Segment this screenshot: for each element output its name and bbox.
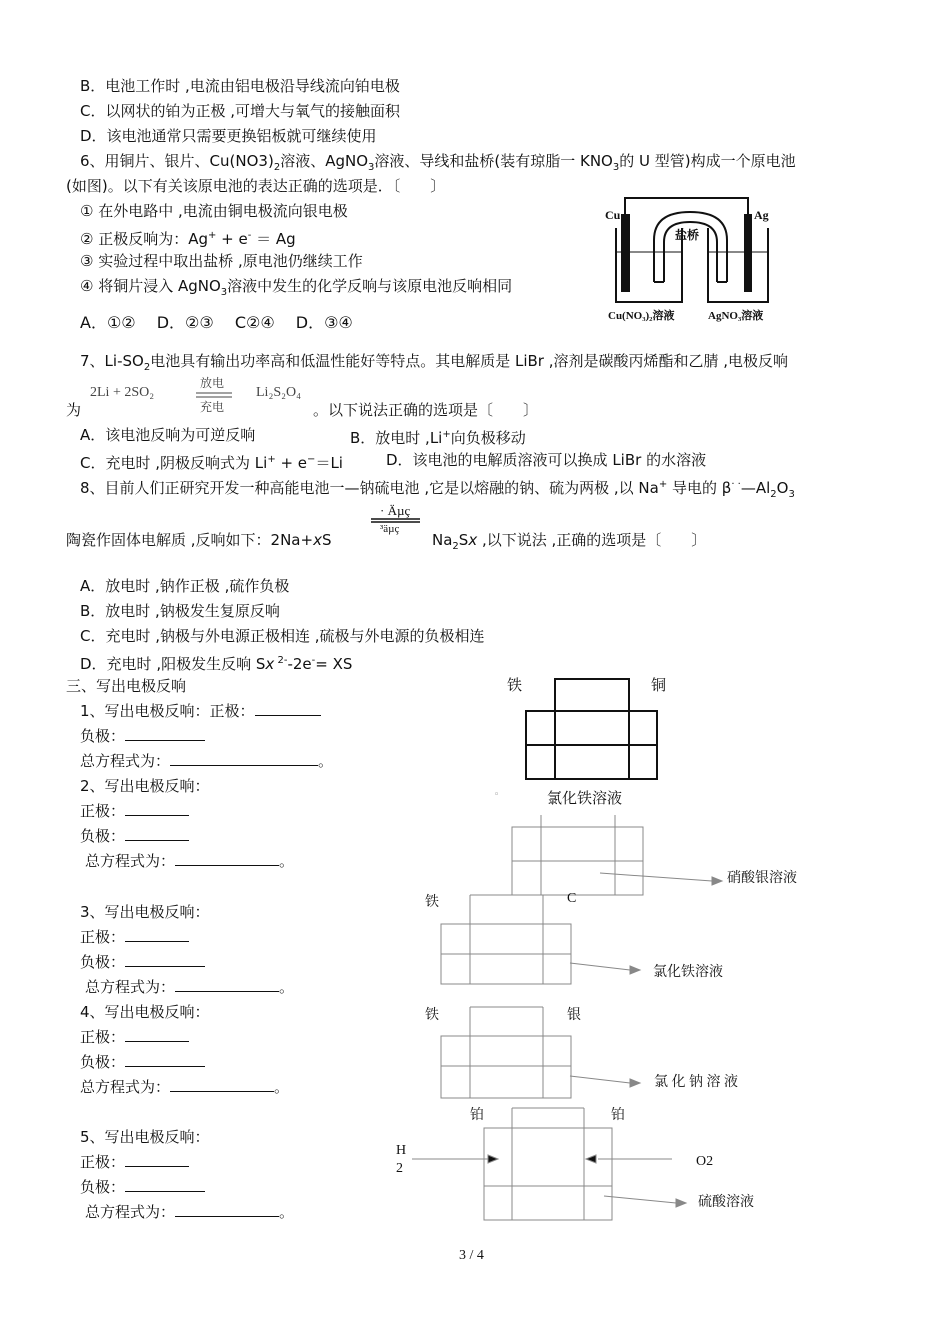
q5-option-b: B．电池工作时 ,电流由铝电极沿导线流向铂电极	[80, 77, 400, 95]
p4-negative: 负极：	[80, 1052, 205, 1072]
p5-total: 总方程式为： 。	[85, 1203, 295, 1221]
q6-bridge-label: 盐桥	[675, 228, 700, 242]
p5-positive: 正极：	[80, 1152, 189, 1172]
p2-total-blank[interactable]	[175, 851, 279, 866]
q6-statement-3: ③ 实验过程中取出盐桥 ,原电池仍继续工作	[80, 252, 363, 270]
p4-positive: 正极：	[80, 1027, 189, 1047]
q8-option-a: A．放电时 ,钠作正极 ,硫作负极	[80, 577, 290, 595]
q6-cu-label: Cu	[605, 208, 621, 222]
fig4-solution-label: 氯 化 钠 溶 液	[654, 1075, 738, 1090]
q6-left-solution-label: Cu(NO₃)₂溶液	[608, 310, 675, 322]
q7-option-d: D．该电池的电解质溶液可以换成 LiBr 的水溶液	[386, 451, 707, 469]
p3-positive-blank[interactable]	[125, 927, 189, 942]
p1-total-blank[interactable]	[170, 751, 318, 766]
fig4-left-label: 铁	[425, 1008, 439, 1023]
p3-title: 3、写出电极反响：	[80, 903, 210, 921]
q7-line2-prefix: 为	[66, 401, 82, 419]
page-number: 3 / 4	[459, 1248, 484, 1263]
p1-title: 1、写出电极反响：正极：	[80, 701, 321, 721]
p4-positive-blank[interactable]	[125, 1027, 189, 1042]
fig5-o2-label: O2	[696, 1154, 714, 1169]
fig5-right-label: 铂	[611, 1108, 625, 1123]
p3-total: 总方程式为： 。	[85, 978, 295, 996]
p4-total: 总方程式为： 。	[80, 1078, 290, 1096]
p2-negative: 负极：	[80, 826, 189, 846]
fig1-left-label: 铁	[507, 676, 523, 694]
p4-total-blank[interactable]	[170, 1077, 274, 1092]
p1-total: 总方程式为： 。	[80, 752, 334, 770]
q8-line2: 陶瓷作固体电解质 ,反响如下：2Na+xS	[66, 531, 332, 549]
fig3-solution-label: 氯化铁溶液	[653, 965, 723, 980]
fig5-cell	[412, 1108, 686, 1220]
q6-stem-line2: (如图)。以下有关该原电池的表达正确的选项是．〔 〕	[66, 177, 446, 195]
p3-total-blank[interactable]	[175, 977, 279, 992]
q8-line2-product: $Na_2Sx$ ,以下说法 ,正确的选项是〔 〕	[432, 531, 707, 552]
q7-eq-top: 放电	[200, 376, 225, 390]
p4-title: 4、写出电极反响：	[80, 1003, 210, 1021]
fig5-solution-label: 硫酸溶液	[698, 1195, 754, 1210]
fig5-left-label: 铂	[470, 1108, 484, 1123]
q7-option-a: A．该电池反响为可逆反响	[80, 426, 256, 444]
fig1-right-label: 铜	[651, 676, 667, 694]
q6-statement-1: ① 在外电路中 ,电流由铜电极流向银电极	[80, 202, 348, 220]
p3-positive: 正极：	[80, 927, 189, 947]
fig3-left-label: 铁	[425, 895, 439, 910]
q7-option-b: B．放电时 ,Li+向负极移动	[350, 429, 526, 447]
p5-title: 5、写出电极反响：	[80, 1128, 210, 1146]
p5-total-blank[interactable]	[175, 1202, 279, 1217]
q8-stem: 8、目前人们正研究开发一种高能电池一—钠硫电池 ,它是以熔融的钠、硫为两极 ,以 Na+ 导电的 $\beta^{\cdot \cdot}—Al_2O_3$	[80, 479, 795, 500]
p2-total: 总方程式为： 。	[85, 852, 295, 870]
p2-negative-blank[interactable]	[125, 826, 189, 841]
p1-positive-blank[interactable]	[255, 701, 321, 716]
q5-option-d: D．该电池通常只需要更换铝板就可继续使用	[80, 127, 377, 145]
p3-negative: 负极：	[80, 952, 205, 972]
p4-negative-blank[interactable]	[125, 1052, 205, 1067]
p3-negative-blank[interactable]	[125, 952, 205, 967]
fig4-cell	[441, 1007, 640, 1098]
q5-option-c: C．以网状的铂为正极 ,可增大与氧气的接触面积	[80, 102, 401, 120]
q6-stem: 6、用铜片、银片、$Cu(NO3)_2$溶液、AgNO$_3$溶液、导线和盐桥(装有琼脂一 $KNO_3$的 U 型管)构成一个原电池	[80, 152, 796, 173]
q7-eq-left: 2Li + 2SO₂	[90, 385, 155, 400]
q7-line2-suffix: 。以下说法正确的选项是〔 〕	[313, 401, 539, 419]
q6-options: A．①② D．②③ C②④ D．③④	[80, 313, 353, 332]
p5-positive-blank[interactable]	[125, 1152, 189, 1167]
q7-option-c: C．充电时 ,阴极反响式为 Li+ + e−＝Li	[80, 454, 343, 472]
p1-negative: 负极：	[80, 726, 205, 746]
fig2-cell	[512, 815, 722, 895]
fig2-solution-label: 硝酸银溶液	[727, 871, 797, 886]
q6-statement-2: ② 正极反响为：Ag+ + e- ＝ Ag	[80, 230, 296, 248]
q6-ag-label: Ag	[754, 208, 769, 222]
q7-stem: 7、$Li-SO_2$电池具有输出功率高和低温性能好等特点。其电解质是 LiBr ,溶剂是碳酸丙烯酯和乙腈 ,电极反响	[80, 352, 789, 373]
q8-option-b: B．放电时 ,钠极发生复原反响	[80, 602, 280, 620]
fig3-cell	[441, 895, 640, 984]
q8-eq-bottom: ³äµç	[380, 523, 400, 535]
p5-negative: 负极：	[80, 1177, 205, 1197]
fig1-solution-label: 氯化铁溶液	[547, 789, 623, 807]
p5-negative-blank[interactable]	[125, 1177, 205, 1192]
q6-statement-4: ④ 将铜片浸入 AgNO$_3$溶液中发生的化学反响与该原电池反响相同	[80, 277, 513, 298]
q6-right-solution-label: AgNO₃溶液	[708, 310, 764, 322]
fig5-h2-label: H 2	[396, 1143, 407, 1176]
fig4-right-label: 银	[567, 1008, 581, 1023]
q8-option-c: C．充电时 ,钠极与外电源正极相连 ,硫极与外电源的负极相连	[80, 627, 485, 645]
q7-eq-right: Li₂S₂O₄	[256, 385, 301, 400]
fig1-dot: ◦	[494, 790, 500, 800]
p2-positive-blank[interactable]	[125, 801, 189, 816]
fig1-cell	[526, 679, 657, 779]
fig3-right-label: C	[567, 891, 577, 906]
p2-positive: 正极：	[80, 801, 189, 821]
q7-eq-bottom: 充电	[200, 400, 225, 414]
p1-negative-blank[interactable]	[125, 726, 205, 741]
q8-eq-top: · Äµç	[380, 503, 411, 518]
p2-title: 2、写出电极反响：	[80, 777, 210, 795]
q8-option-d: D．充电时 ,阳极发生反响 Sx $^{2-}$-2e-= XS	[80, 655, 353, 673]
section3-title: 三、写出电极反响	[66, 677, 187, 695]
